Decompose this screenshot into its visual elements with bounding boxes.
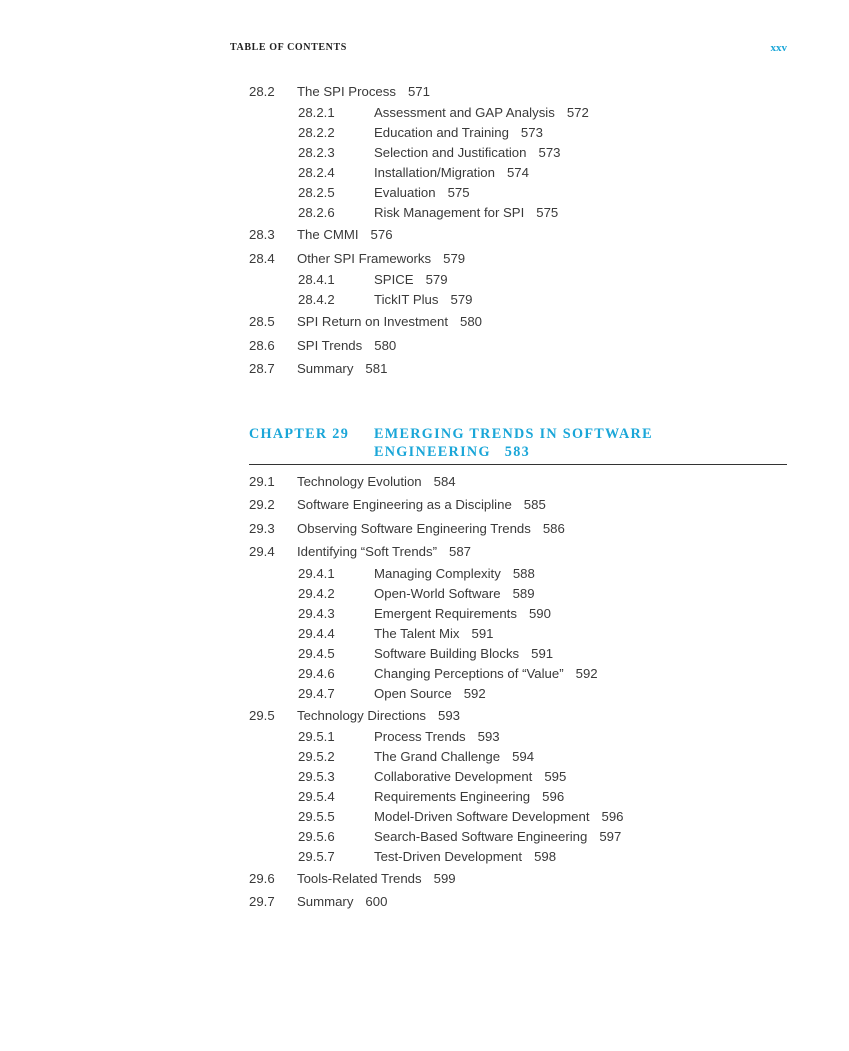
subsection-title: SPICE [374, 272, 414, 288]
section-number: 29.2 [249, 497, 275, 513]
section-title: Identifying “Soft Trends” [297, 544, 438, 560]
subsection-page: 595 [544, 768, 567, 784]
subsection-title: Collaborative Development [374, 768, 533, 784]
subsection-title-wrap [374, 684, 486, 704]
subsection-number: 29.5.2 [298, 748, 335, 764]
section-entry [249, 247, 789, 270]
subsection-number: 29.4.5 [298, 645, 335, 661]
subsection-entry [249, 103, 789, 123]
subsection-number: 29.5.1 [298, 728, 335, 744]
subsection-number: 29.4.4 [298, 625, 335, 641]
subsection-number: 29.5.6 [298, 828, 335, 844]
chapter-rule [249, 464, 787, 465]
section-entry [249, 80, 789, 103]
subsection-page: 574 [506, 165, 529, 181]
subsection-title: Managing Complexity [374, 565, 501, 581]
subsection-title-wrap [374, 847, 556, 867]
subsection-title-wrap [374, 270, 448, 290]
section-page: 584 [433, 474, 456, 489]
section-entry [249, 493, 789, 516]
subsection-page: 596 [542, 788, 565, 804]
section-title-wrap [297, 310, 482, 333]
subsection-entry [249, 123, 789, 143]
subsection-title: Risk Management for SPI [374, 205, 525, 221]
section-page: 585 [523, 497, 546, 513]
subsection-title: Emergent Requirements [374, 605, 517, 621]
subsection-number: 28.2.5 [298, 185, 335, 201]
subsection-number: 28.2.1 [298, 105, 335, 121]
subsection-number: 29.4.3 [298, 605, 335, 621]
subsection-title: Model-Driven Software Development [374, 808, 590, 824]
chapter-label: CHAPTER 29 [249, 426, 350, 442]
subsection-title-wrap [374, 807, 624, 827]
subsection-entry [249, 807, 789, 827]
subsection-title: Evaluation [374, 185, 436, 201]
subsection-title: Test-Driven Development [374, 848, 523, 864]
subsection-page: 591 [471, 625, 494, 641]
section-entry [249, 223, 789, 246]
subsection-page: 591 [531, 645, 554, 661]
subsection-entry [249, 290, 789, 310]
subsection-title-wrap [374, 103, 589, 123]
section-title: Technology Evolution [297, 474, 422, 489]
subsection-title: The Grand Challenge [374, 748, 501, 764]
subsection-entry [249, 847, 789, 867]
section-title-wrap [297, 867, 456, 890]
subsection-entry [249, 644, 789, 664]
subsection-title: Changing Perceptions of “Value” [374, 665, 564, 681]
section-title-wrap [297, 80, 430, 103]
section-number: 29.5 [249, 707, 275, 723]
section-page: 580 [374, 337, 397, 353]
section-title-wrap [297, 470, 456, 493]
section-entry [249, 867, 789, 890]
subsection-title-wrap [374, 827, 621, 847]
subsection-title-wrap [374, 143, 561, 163]
subsection-title-wrap [374, 727, 500, 747]
subsection-entry [249, 203, 789, 223]
section-title: Observing Software Engineering Trends [297, 520, 531, 536]
subsection-title: Requirements Engineering [374, 788, 531, 804]
subsection-entry [249, 827, 789, 847]
subsection-title-wrap [374, 604, 551, 624]
subsection-title: Software Building Blocks [374, 645, 520, 661]
subsection-page: 592 [575, 665, 598, 681]
section-title: Technology Directions [297, 707, 427, 723]
subsection-entry [249, 604, 789, 624]
subsection-title: Open Source [374, 685, 452, 701]
section-entry [249, 704, 789, 727]
section-page: 586 [542, 520, 565, 536]
section-page: 600 [365, 894, 388, 910]
chapter-heading [249, 426, 787, 464]
section-title-wrap [297, 334, 396, 357]
subsection-title: Search-Based Software Engineering [374, 828, 588, 844]
subsection-entry [249, 624, 789, 644]
section-number: 29.4 [249, 544, 275, 560]
section-title-wrap [297, 890, 387, 913]
subsection-number: 29.5.7 [298, 848, 335, 864]
section-number: 28.7 [249, 360, 275, 376]
subsection-number: 28.2.2 [298, 125, 335, 141]
section-title: Software Engineering as a Discipline [297, 497, 512, 513]
subsection-title: Assessment and GAP Analysis [374, 105, 555, 121]
subsection-title-wrap [374, 183, 470, 203]
subsection-entry [249, 163, 789, 183]
subsection-title: Education and Training [374, 125, 509, 141]
subsection-page: 589 [512, 585, 535, 601]
subsection-entry [249, 270, 789, 290]
section-entry [249, 540, 789, 563]
subsection-page: 596 [601, 808, 624, 824]
subsection-title: The Talent Mix [374, 625, 460, 641]
subsection-entry [249, 183, 789, 203]
chapter-title-wrap [374, 426, 784, 461]
subsection-title-wrap [374, 163, 529, 183]
section-number: 28.6 [249, 337, 275, 353]
subsection-number: 29.5.3 [298, 768, 335, 784]
subsection-page: 575 [536, 205, 559, 221]
subsection-page: 579 [450, 292, 473, 308]
subsection-title-wrap [374, 787, 564, 807]
chapter-title: EMERGING TRENDS IN SOFTWARE ENGINEERING [374, 426, 653, 460]
section-title-wrap [297, 704, 460, 727]
toc-chapter-29 [249, 470, 789, 914]
subsection-page: 573 [538, 145, 561, 161]
subsection-number: 28.4.2 [298, 292, 335, 308]
section-title: SPI Return on Investment [297, 314, 448, 330]
subsection-page: 575 [447, 185, 470, 201]
subsection-entry [249, 143, 789, 163]
subsection-page: 573 [520, 125, 543, 141]
section-title-wrap [297, 247, 465, 270]
subsection-entry [249, 684, 789, 704]
subsection-title-wrap [374, 584, 535, 604]
subsection-number: 29.4.1 [298, 565, 335, 581]
section-title: Summary [297, 360, 354, 376]
section-title-wrap [297, 223, 393, 246]
subsection-title-wrap [374, 644, 553, 664]
subsection-title-wrap [374, 767, 566, 787]
subsection-entry [249, 787, 789, 807]
subsection-page: 592 [463, 685, 486, 701]
section-page: 571 [407, 84, 430, 99]
section-number: 28.5 [249, 314, 275, 330]
subsection-entry [249, 727, 789, 747]
section-title: Summary [297, 894, 354, 910]
section-title: Other SPI Frameworks [297, 250, 432, 266]
subsection-page: 572 [566, 105, 589, 121]
subsection-entry [249, 564, 789, 584]
subsection-title: Installation/Migration [374, 165, 495, 181]
section-page: 599 [433, 870, 456, 886]
subsection-page: 594 [512, 748, 535, 764]
toc-chapter-28-continued [249, 80, 789, 380]
section-title-wrap [297, 540, 471, 563]
section-entry [249, 334, 789, 357]
subsection-title-wrap [374, 290, 473, 310]
subsection-page: 597 [599, 828, 622, 844]
section-number: 29.6 [249, 870, 275, 886]
subsection-entry [249, 664, 789, 684]
section-page: 593 [438, 707, 461, 723]
section-number: 29.1 [249, 474, 275, 489]
section-page: 579 [443, 250, 466, 266]
subsection-title: Selection and Justification [374, 145, 527, 161]
section-page: 581 [365, 360, 388, 376]
subsection-page: 590 [528, 605, 551, 621]
section-title-wrap [297, 493, 546, 516]
section-entry [249, 890, 789, 913]
subsection-title-wrap [374, 203, 558, 223]
section-title: The SPI Process [297, 84, 396, 99]
subsection-title-wrap [374, 564, 535, 584]
subsection-number: 28.2.3 [298, 145, 335, 161]
subsection-page: 598 [534, 848, 557, 864]
running-head [230, 42, 787, 56]
subsection-entry [249, 747, 789, 767]
subsection-title: Open-World Software [374, 585, 501, 601]
subsection-number: 29.5.5 [298, 808, 335, 824]
section-title-wrap [297, 517, 565, 540]
subsection-entry [249, 767, 789, 787]
subsection-number: 29.4.6 [298, 665, 335, 681]
section-number: 28.2 [249, 84, 275, 99]
subsection-number: 28.4.1 [298, 272, 335, 288]
subsection-page: 593 [477, 728, 500, 744]
chapter-page: 583 [504, 443, 530, 460]
subsection-title: Process Trends [374, 728, 466, 744]
section-number: 28.3 [249, 227, 275, 243]
section-entry [249, 357, 789, 380]
section-page: 580 [460, 314, 483, 330]
section-entry [249, 470, 789, 493]
section-title: The CMMI [297, 227, 359, 243]
subsection-page: 588 [512, 565, 535, 581]
section-entry [249, 517, 789, 540]
section-title-wrap [297, 357, 387, 380]
subsection-title-wrap [374, 123, 543, 143]
page-number: xxv [770, 42, 787, 54]
subsection-entry [249, 584, 789, 604]
subsection-number: 28.2.6 [298, 205, 335, 221]
section-page: 587 [449, 544, 472, 560]
subsection-title-wrap [374, 664, 598, 684]
section-title: Tools-Related Trends [297, 870, 422, 886]
subsection-number: 29.5.4 [298, 788, 335, 804]
subsection-number: 28.2.4 [298, 165, 335, 181]
subsection-page: 579 [425, 272, 448, 288]
section-number: 28.4 [249, 250, 275, 266]
section-title: SPI Trends [297, 337, 363, 353]
subsection-title: TickIT Plus [374, 292, 439, 308]
running-title: TABLE OF CONTENTS [230, 42, 347, 53]
subsection-title-wrap [374, 747, 534, 767]
subsection-number: 29.4.2 [298, 585, 335, 601]
subsection-number: 29.4.7 [298, 685, 335, 701]
section-entry [249, 310, 789, 333]
subsection-title-wrap [374, 624, 494, 644]
section-page: 576 [370, 227, 393, 243]
section-number: 29.7 [249, 894, 275, 910]
section-number: 29.3 [249, 520, 275, 536]
